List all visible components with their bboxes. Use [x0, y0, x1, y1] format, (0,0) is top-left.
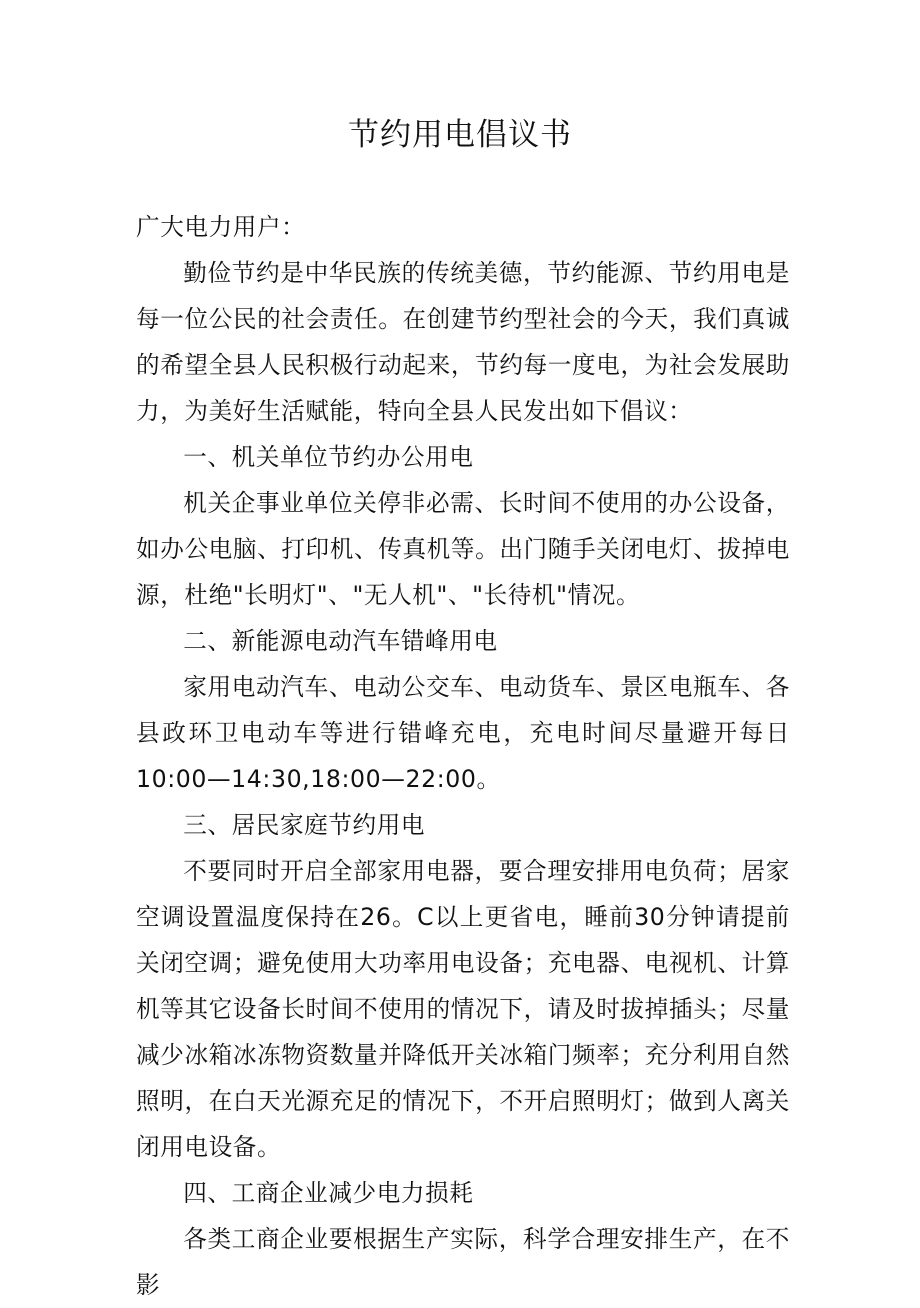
section-paragraph-2: 家用电动汽车、电动公交车、电动货车、景区电瓶车、各县政环卫电动车等进行错峰充电，充电时间尽量避开每日10:00—14:30,18:00—22:00。: [136, 673, 790, 793]
section-paragraph-1: 机关企事业单位关停非必需、长时间不使用的办公设备，如办公电脑、打印机、传真机等。出门随手关闭电灯、拔掉电源，杜绝"长明灯"、"无人机"、"长待机"情况。: [136, 489, 790, 609]
section-heading-2: 二、新能源电动汽车错峰用电: [183, 627, 498, 655]
section-paragraph-4: 各类工商企业要根据生产实际，科学合理安排生产，在不影: [136, 1225, 790, 1299]
section-heading-4: 四、工商企业减少电力损耗: [183, 1179, 474, 1207]
section-paragraph-3: 不要同时开启全部家用电器，要合理安排用电负荷；居家空调设置温度保持在26。C以上更省电，睡前30分钟请提前关闭空调；避免使用大功率用电设备；充电器、电视机、计算机等其它设备长时间不使用的情况下，请及时拔掉插头；尽量减少冰箱冰冻物资数量并降低开关冰箱门频率；充分利用自然照明，在白天光源充足的情况下，不开启照明灯；做到人离关闭用电设备。: [136, 857, 790, 1161]
salutation: 广大电力用户：: [136, 213, 306, 241]
section-heading-3: 三、居民家庭节约用电: [183, 811, 426, 839]
intro-paragraph: 勤俭节约是中华民族的传统美德，节约能源、节约用电是每一位公民的社会责任。在创建节约型社会的今天，我们真诚的希望全县人民积极行动起来，节约每一度电，为社会发展助力，为美好生活赋能，特向全县人民发出如下倡议：: [136, 259, 790, 425]
document-body: [136, 204, 790, 1308]
section-heading-1: 一、机关单位节约办公用电: [183, 443, 474, 471]
document-title: 节约用电倡议书: [348, 117, 572, 153]
